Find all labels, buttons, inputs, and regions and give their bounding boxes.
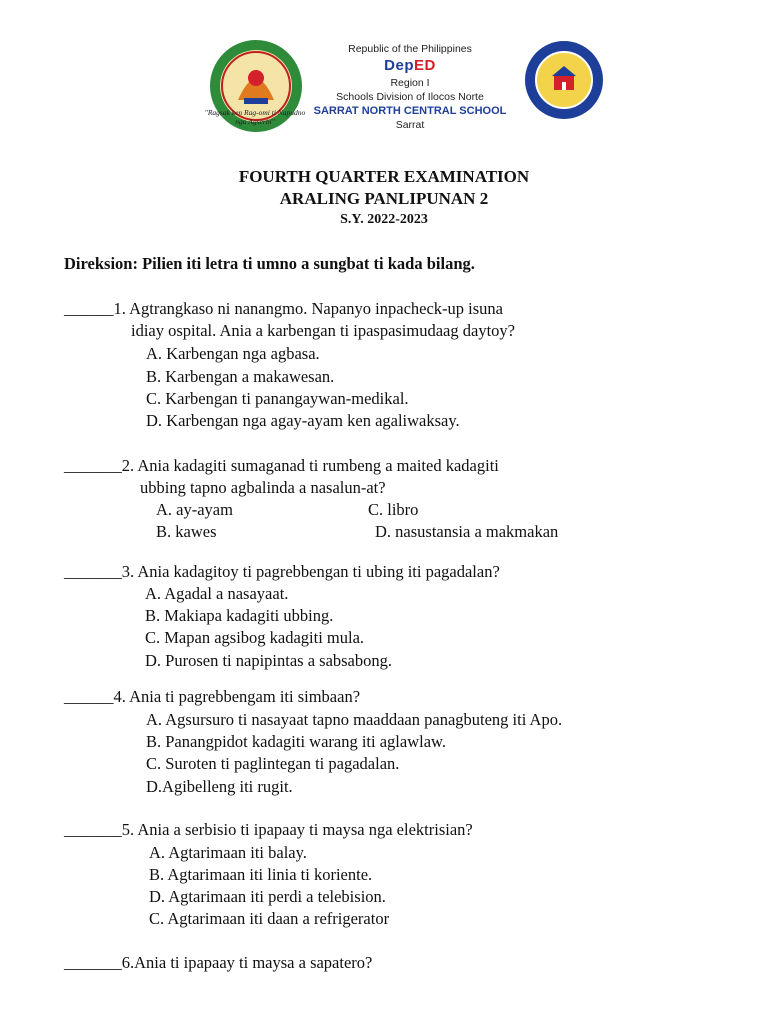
q4-option-a: A. Agsursuro ti nasayaat tapno maaddaan panagbuteng iti Apo.: [146, 710, 563, 729]
letterhead: [310, 42, 510, 132]
question-4: ______4. Ania ti pagrebbengam iti simbaan?: [64, 687, 361, 706]
exam-titles: [0, 166, 768, 230]
region-line: Region I: [390, 77, 430, 89]
direction-text: Direksion: Pilien iti letra ti umno a sungbat ti kada bilang.: [64, 254, 475, 273]
q4-option-d: D.Agibelleng iti rugit.: [146, 777, 293, 796]
question-5: _______5. Ania a serbisio ti ipapaay ti maysa nga elektrisian?: [64, 820, 473, 839]
question-2-cont: ubbing tapno agbalinda a nasalun-at?: [140, 478, 386, 497]
q3-option-d: D. Purosen ti napipintas a sabsabong.: [145, 651, 393, 670]
q2-option-d: D. nasustansia a makmakan: [375, 522, 559, 541]
q5-option-c: C. Agtarimaan iti daan a refrigerator: [149, 909, 390, 928]
q3-option-b: B. Makiapa kadagiti ubbing.: [145, 606, 334, 625]
school-name: SARRAT NORTH CENTRAL SCHOOL: [313, 105, 507, 117]
q4-option-c: C. Suroten ti paglintegan ti pagadalan.: [146, 754, 400, 773]
q4-option-b: B. Panangpidot kadagiti warang iti aglawlaw.: [146, 732, 446, 751]
republic-line: Republic of the Philippines: [348, 43, 472, 55]
school-seal-icon: [524, 40, 604, 120]
q1-option-c: C. Karbengan ti panangaywan-medikal.: [146, 389, 409, 408]
q1-option-d: D. Karbengan nga agay-ayam ken agaliwaksay.: [146, 411, 460, 430]
town-line: Sarrat: [395, 119, 425, 131]
q1-option-a: A. Karbengan nga agbasa.: [146, 344, 320, 363]
q3-option-c: C. Mapan agsibog kadagiti mula.: [145, 628, 365, 647]
seal-motto: "Ragsak ken Rag-omi ti Napudno nga Agserbi": [204, 108, 306, 126]
question-3: _______3. Ania kadagitoy ti pagrebbengan ti ubing iti pagadalan?: [64, 562, 500, 581]
q1-option-b: B. Karbengan a makawesan.: [146, 367, 335, 386]
q5-option-b: B. Agtarimaan iti linia ti koriente.: [149, 865, 373, 884]
school-year: S.Y. 2022-2023: [340, 212, 428, 227]
q2-option-b: B. kawes: [156, 522, 217, 541]
q2-option-a: A. ay-ayam: [156, 500, 233, 519]
division-line: Schools Division of Ilocos Norte: [336, 91, 484, 103]
exam-title: FOURTH QUARTER EXAMINATION: [238, 167, 530, 186]
q2-option-c: C. libro: [368, 500, 419, 519]
q5-option-a: A. Agtarimaan iti balay.: [149, 843, 307, 862]
question-1: ______1. Agtrangkaso ni nanangmo. Napanyo inpacheck-up isuna: [64, 299, 503, 318]
question-6: _______6.Ania ti ipapaay ti maysa a sapatero?: [64, 953, 373, 972]
deped-logo-ed: ED: [414, 57, 436, 74]
question-1-cont: idiay ospital. Ania a karbengan ti ipaspasimudaag daytoy?: [131, 321, 515, 340]
exam-subject: ARALING PANLIPUNAN 2: [279, 189, 489, 208]
q3-option-a: A. Agadal a nasayaat.: [145, 584, 289, 603]
question-2: _______2. Ania kadagiti sumaganad ti rumbeng a maited kadagiti: [64, 456, 499, 475]
q5-option-d: D. Agtarimaan iti perdi a telebision.: [149, 887, 386, 906]
deped-logo: DepED: [384, 57, 436, 74]
